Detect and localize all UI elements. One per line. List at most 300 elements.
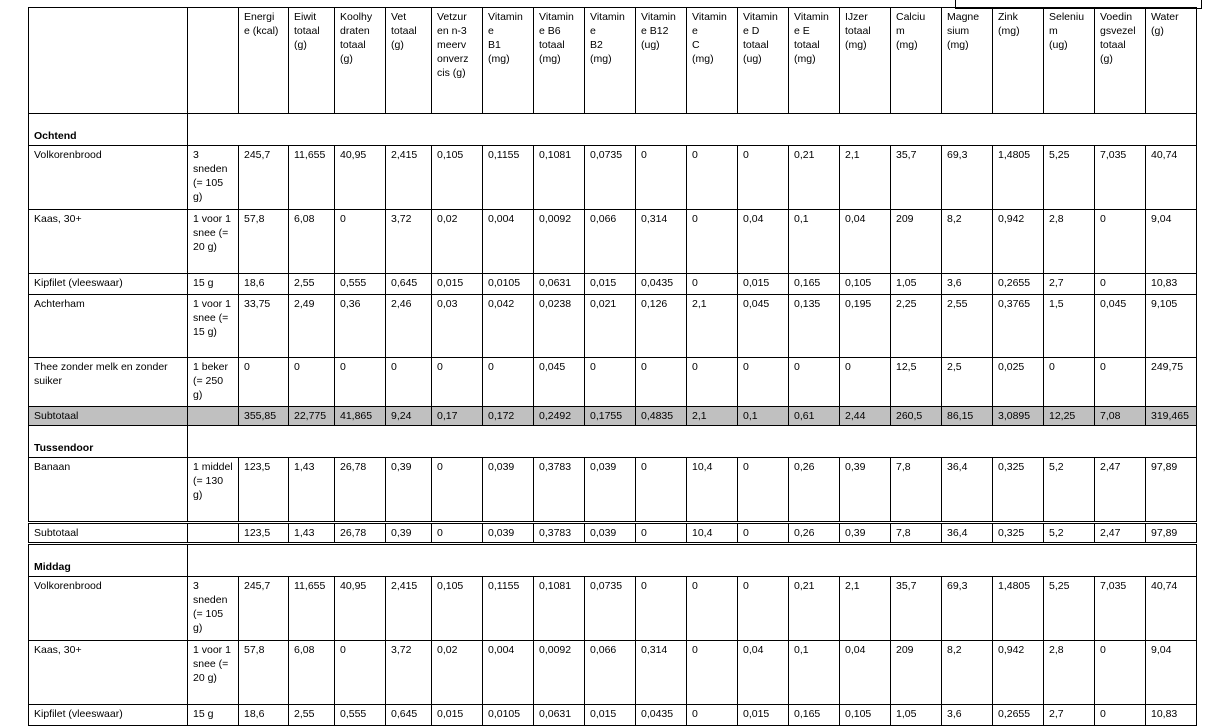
nutrient-value: 0,0105 <box>483 705 534 726</box>
nutrient-value: 7,8 <box>891 458 942 523</box>
food-row <box>29 274 1197 295</box>
column-header-line: e <box>488 25 494 37</box>
nutrient-value: 97,89 <box>1146 458 1197 523</box>
subtotal-value: 0,039 <box>483 523 534 544</box>
nutrient-value: 12,5 <box>891 358 942 407</box>
nutrient-value: 8,2 <box>942 641 993 705</box>
column-header <box>993 8 1044 114</box>
subtotal-value: 12,25 <box>1044 407 1095 426</box>
column-header <box>789 8 840 114</box>
nutrient-value: 0,039 <box>483 458 534 523</box>
nutrient-value: 0,066 <box>585 641 636 705</box>
food-portion: 1 voor 1 snee (= 20 g) <box>188 641 239 705</box>
food-row <box>29 641 1197 705</box>
food-name: Banaan <box>29 458 188 523</box>
nutrient-value: 0 <box>1095 641 1146 705</box>
nutrient-value: 0,0238 <box>534 295 585 358</box>
subtotal-label: Subtotaal <box>29 407 188 426</box>
subtotal-value: 2,47 <box>1095 523 1146 544</box>
section-title: Middag <box>29 544 188 577</box>
nutrient-value: 18,6 <box>239 705 289 726</box>
subtotal-value: 9,24 <box>386 407 432 426</box>
nutrient-value: 0,015 <box>432 705 483 726</box>
nutrient-value: 2,47 <box>1095 458 1146 523</box>
nutrient-value: 0,26 <box>789 458 840 523</box>
nutrient-value: 2,7 <box>1044 705 1095 726</box>
nutrient-value: 0,942 <box>993 641 1044 705</box>
nutrient-value: 0 <box>636 358 687 407</box>
nutrient-value: 0 <box>687 210 738 274</box>
column-header-line: e D <box>743 25 760 37</box>
subtotal-value: 0,325 <box>993 523 1044 544</box>
food-row <box>29 705 1197 726</box>
subtotal-value: 0,1 <box>738 407 789 426</box>
section-row <box>29 426 1197 458</box>
nutrient-value: 9,105 <box>1146 295 1197 358</box>
nutrient-value: 0 <box>1095 274 1146 295</box>
nutrient-value: 209 <box>891 210 942 274</box>
subtotal-value: 0 <box>738 523 789 544</box>
food-row <box>29 577 1197 641</box>
column-header-line: m <box>896 25 905 37</box>
nutrient-value: 0 <box>1044 358 1095 407</box>
column-header-line: e E <box>794 25 810 37</box>
column-header <box>687 8 738 114</box>
column-header-line: Zink <box>998 11 1018 23</box>
column-header-line: totaal <box>1100 39 1126 51</box>
section-row <box>29 544 1197 577</box>
nutrient-value: 40,95 <box>335 146 386 210</box>
nutrient-value: 0,645 <box>386 274 432 295</box>
nutrient-value: 6,08 <box>289 210 335 274</box>
nutrient-value: 0,045 <box>1095 295 1146 358</box>
subtotal-value: 2,44 <box>840 407 891 426</box>
column-header-line: Eiwit <box>294 11 317 23</box>
nutrient-value: 0,0092 <box>534 210 585 274</box>
nutrient-value: 9,04 <box>1146 210 1197 274</box>
column-header-line: Vitamin <box>539 11 574 23</box>
nutrient-value: 0 <box>738 146 789 210</box>
nutrient-value: 0,04 <box>738 641 789 705</box>
nutrient-value: 35,7 <box>891 146 942 210</box>
column-header-line: B1 <box>488 39 501 51</box>
nutrient-value: 3,72 <box>386 210 432 274</box>
nutrient-value: 35,7 <box>891 577 942 641</box>
nutrient-value: 0 <box>789 358 840 407</box>
subtotal-row <box>29 407 1197 426</box>
nutrient-value: 0 <box>335 358 386 407</box>
nutrient-value: 0,105 <box>840 705 891 726</box>
nutrient-value: 249,75 <box>1146 358 1197 407</box>
nutrient-value: 2,8 <box>1044 641 1095 705</box>
subtotal-value: 319,465 <box>1146 407 1197 426</box>
column-header-line: (mg) <box>590 53 612 65</box>
column-header-line: en n-3 <box>437 25 467 37</box>
column-header <box>1044 8 1095 114</box>
food-name: Kaas, 30+ <box>29 210 188 274</box>
nutrient-value: 0 <box>687 358 738 407</box>
nutrient-value: 245,7 <box>239 146 289 210</box>
nutrient-value: 0 <box>1095 210 1146 274</box>
column-header-line: e (kcal) <box>244 25 279 37</box>
column-header <box>289 8 335 114</box>
nutrient-value: 0 <box>585 358 636 407</box>
nutrient-value: 2,1 <box>840 146 891 210</box>
column-header-line: (ug) <box>1049 39 1068 51</box>
nutrient-value: 0,165 <box>789 705 840 726</box>
subtotal-value: 1,43 <box>289 523 335 544</box>
column-header-line: totaal <box>794 39 820 51</box>
nutrient-value: 0,0105 <box>483 274 534 295</box>
nutrient-value: 26,78 <box>335 458 386 523</box>
column-header <box>335 8 386 114</box>
column-header-line: Vitamin <box>794 11 829 23</box>
column-header <box>534 8 585 114</box>
nutrient-value: 40,74 <box>1146 577 1197 641</box>
nutrient-value: 0,042 <box>483 295 534 358</box>
food-name: Kipfilet (vleeswaar) <box>29 705 188 726</box>
nutrient-value: 3,6 <box>942 274 993 295</box>
column-header-line: Vitamin <box>743 11 778 23</box>
nutrient-value: 18,6 <box>239 274 289 295</box>
nutrient-value: 0,03 <box>432 295 483 358</box>
nutrient-value: 2,55 <box>942 295 993 358</box>
column-header-line: C <box>692 39 700 51</box>
nutrient-value: 1,43 <box>289 458 335 523</box>
nutrient-value: 1,4805 <box>993 577 1044 641</box>
nutrient-value: 0,1155 <box>483 146 534 210</box>
header-food-cell <box>29 8 188 114</box>
subtotal-value: 5,2 <box>1044 523 1095 544</box>
column-header-line: Calciu <box>896 11 926 23</box>
food-row <box>29 210 1197 274</box>
nutrient-value: 0,21 <box>789 577 840 641</box>
column-header <box>840 8 891 114</box>
column-header-line: Vetzur <box>437 11 467 23</box>
column-header-line: totaal <box>340 39 366 51</box>
column-header-line: totaal <box>743 39 769 51</box>
food-portion: 1 beker (= 250 g) <box>188 358 239 407</box>
nutrient-value: 8,2 <box>942 210 993 274</box>
nutrient-value: 0,1081 <box>534 146 585 210</box>
column-header-line: (mg) <box>845 39 867 51</box>
nutrient-value: 0 <box>335 641 386 705</box>
section-row <box>29 114 1197 146</box>
column-header-line: e <box>692 25 698 37</box>
column-header-line: Vitamin <box>590 11 625 23</box>
nutrient-value: 0 <box>738 358 789 407</box>
column-header-line: (mg) <box>998 25 1020 37</box>
food-row <box>29 146 1197 210</box>
subtotal-value: 36,4 <box>942 523 993 544</box>
nutrient-value: 5,25 <box>1044 146 1095 210</box>
column-header-line: totaal <box>539 39 565 51</box>
food-portion: 3 sneden (= 105 g) <box>188 146 239 210</box>
nutrient-value: 3,6 <box>942 705 993 726</box>
column-header-line: (g) <box>294 39 307 51</box>
nutrient-value: 0,126 <box>636 295 687 358</box>
nutrient-value: 1,4805 <box>993 146 1044 210</box>
column-header-line: Koolhy <box>340 11 373 23</box>
nutrient-value: 0,0092 <box>534 641 585 705</box>
column-header-line: e B12 <box>641 25 669 37</box>
nutrient-value: 2,55 <box>289 274 335 295</box>
header-row <box>29 8 1197 114</box>
nutrient-value: 2,8 <box>1044 210 1095 274</box>
column-header-line: Magne <box>947 11 980 23</box>
subtotal-value: 123,5 <box>239 523 289 544</box>
column-header-line: (ug) <box>641 39 660 51</box>
column-header <box>1095 8 1146 114</box>
nutrient-value: 0 <box>432 358 483 407</box>
nutrient-value: 6,08 <box>289 641 335 705</box>
column-header <box>738 8 789 114</box>
column-header-line: Vet <box>391 11 407 23</box>
subtotal-value: 22,775 <box>289 407 335 426</box>
column-header-line: Vitamin <box>692 11 727 23</box>
nutrient-value: 0,045 <box>738 295 789 358</box>
nutrient-value: 0,942 <box>993 210 1044 274</box>
nutrient-value: 69,3 <box>942 146 993 210</box>
nutrient-value: 245,7 <box>239 577 289 641</box>
nutrient-value: 11,655 <box>289 577 335 641</box>
column-header-line: Vitamin <box>488 11 523 23</box>
column-header-line: Voedin <box>1100 11 1133 23</box>
nutrient-value: 0,039 <box>585 458 636 523</box>
nutrient-value: 0,195 <box>840 295 891 358</box>
subtotal-value: 0,17 <box>432 407 483 426</box>
food-portion: 1 voor 1 snee (= 20 g) <box>188 210 239 274</box>
nutrient-value: 3,72 <box>386 641 432 705</box>
nutrient-value: 1,5 <box>1044 295 1095 358</box>
subtotal-value: 0,1755 <box>585 407 636 426</box>
column-header-line: Water <box>1151 11 1179 23</box>
nutrient-value: 0 <box>335 210 386 274</box>
food-portion: 3 sneden (= 105 g) <box>188 577 239 641</box>
nutrient-value: 2,46 <box>386 295 432 358</box>
nutrient-value: 0,39 <box>840 458 891 523</box>
food-row <box>29 358 1197 407</box>
nutrient-value: 9,04 <box>1146 641 1197 705</box>
nutrient-value: 69,3 <box>942 577 993 641</box>
nutrient-value: 0,36 <box>335 295 386 358</box>
nutrient-value: 0,0735 <box>585 146 636 210</box>
table-body <box>29 8 1197 726</box>
subtotal-value: 0,172 <box>483 407 534 426</box>
nutrient-value: 0,135 <box>789 295 840 358</box>
food-row <box>29 458 1197 523</box>
nutrient-value: 0,645 <box>386 705 432 726</box>
subtotal-value: 0 <box>636 523 687 544</box>
nutrient-value: 57,8 <box>239 641 289 705</box>
column-header <box>483 8 534 114</box>
nutrient-value: 0,21 <box>789 146 840 210</box>
nutrient-value: 2,1 <box>687 295 738 358</box>
column-header <box>891 8 942 114</box>
nutrient-value: 7,035 <box>1095 146 1146 210</box>
nutrient-value: 0,2655 <box>993 274 1044 295</box>
column-header-line: Vitamin <box>641 11 676 23</box>
nutrient-value: 0,015 <box>738 274 789 295</box>
nutrient-value: 0 <box>687 274 738 295</box>
food-name: Thee zonder melk en zonder suiker <box>29 358 188 407</box>
nutrient-value: 0,02 <box>432 641 483 705</box>
nutrient-value: 0 <box>687 641 738 705</box>
nutrient-value: 0,325 <box>993 458 1044 523</box>
nutrient-value: 1,05 <box>891 705 942 726</box>
nutrient-value: 0,105 <box>432 146 483 210</box>
nutrient-value: 5,2 <box>1044 458 1095 523</box>
subtotal-value: 0,2492 <box>534 407 585 426</box>
column-header-line: e <box>590 25 596 37</box>
nutrient-value: 0,3783 <box>534 458 585 523</box>
nutrient-value: 123,5 <box>239 458 289 523</box>
nutrient-value: 0 <box>840 358 891 407</box>
nutrient-value: 2,49 <box>289 295 335 358</box>
subtotal-portion <box>188 523 239 544</box>
nutrient-value: 1,05 <box>891 274 942 295</box>
column-header-line: (ug) <box>743 53 762 65</box>
nutrient-value: 0,021 <box>585 295 636 358</box>
section-title: Tussendoor <box>29 426 188 458</box>
nutrient-value: 57,8 <box>239 210 289 274</box>
nutrient-value: 0 <box>636 577 687 641</box>
column-header-line: (mg) <box>947 39 969 51</box>
section-title: Ochtend <box>29 114 188 146</box>
column-header-line: (mg) <box>539 53 561 65</box>
subtotal-value: 97,89 <box>1146 523 1197 544</box>
header-portion-cell <box>188 8 239 114</box>
subtotal-value: 0,26 <box>789 523 840 544</box>
column-header-line: (mg) <box>794 53 816 65</box>
food-name: Achterham <box>29 295 188 358</box>
nutrient-value: 10,83 <box>1146 274 1197 295</box>
column-header-line: sium <box>947 25 970 37</box>
nutrient-value: 2,415 <box>386 146 432 210</box>
nutrient-value: 0 <box>432 458 483 523</box>
nutrient-value: 10,83 <box>1146 705 1197 726</box>
nutrient-value: 0,004 <box>483 641 534 705</box>
nutrient-value: 2,55 <box>289 705 335 726</box>
nutrient-value: 0 <box>386 358 432 407</box>
food-portion: 15 g <box>188 705 239 726</box>
subtotal-value: 0,39 <box>840 523 891 544</box>
nutrient-value: 5,25 <box>1044 577 1095 641</box>
nutrient-value: 0 <box>636 146 687 210</box>
nutrient-value: 2,415 <box>386 577 432 641</box>
nutrient-value: 0 <box>636 458 687 523</box>
column-header-line: B2 <box>590 39 603 51</box>
nutrient-value: 0,015 <box>585 705 636 726</box>
nutrient-value: 11,655 <box>289 146 335 210</box>
food-portion: 15 g <box>188 274 239 295</box>
nutrient-value: 0,0631 <box>534 274 585 295</box>
food-portion: 1 middel (= 130 g) <box>188 458 239 523</box>
nutrient-value: 0,015 <box>585 274 636 295</box>
nutrient-value: 0,025 <box>993 358 1044 407</box>
nutrient-value: 0,1 <box>789 641 840 705</box>
subtotal-value: 0,39 <box>386 523 432 544</box>
nutrition-table <box>28 7 1197 726</box>
nutrient-value: 0,1081 <box>534 577 585 641</box>
column-header-line: Energi <box>244 11 275 23</box>
column-header-line: Seleniu <box>1049 11 1085 23</box>
subtotal-value: 3,0895 <box>993 407 1044 426</box>
nutrient-value: 0,39 <box>386 458 432 523</box>
nutrient-value: 0,1 <box>789 210 840 274</box>
column-header-line: (mg) <box>488 53 510 65</box>
column-header-line: totaal <box>294 25 320 37</box>
nutrient-value: 7,035 <box>1095 577 1146 641</box>
nutrient-value: 10,4 <box>687 458 738 523</box>
nutrient-value: 2,7 <box>1044 274 1095 295</box>
nutrient-value: 0,066 <box>585 210 636 274</box>
nutrient-value: 0,105 <box>432 577 483 641</box>
nutrient-value: 0 <box>1095 358 1146 407</box>
subtotal-value: 0,039 <box>585 523 636 544</box>
food-name: Volkorenbrood <box>29 577 188 641</box>
nutrient-value: 0,02 <box>432 210 483 274</box>
nutrient-value: 0,0735 <box>585 577 636 641</box>
nutrient-value: 0,04 <box>840 210 891 274</box>
subtotal-value: 0,4835 <box>636 407 687 426</box>
nutrient-value: 0,1155 <box>483 577 534 641</box>
subtotal-label: Subtotaal <box>29 523 188 544</box>
subtotal-value: 10,4 <box>687 523 738 544</box>
nutrient-value: 0,314 <box>636 210 687 274</box>
nutrient-value: 0,314 <box>636 641 687 705</box>
nutrient-value: 2,25 <box>891 295 942 358</box>
subtotal-value: 2,1 <box>687 407 738 426</box>
column-header-line: m <box>1049 25 1058 37</box>
nutrient-value: 209 <box>891 641 942 705</box>
nutrient-value: 0,2655 <box>993 705 1044 726</box>
section-fill <box>188 544 1197 577</box>
food-row <box>29 295 1197 358</box>
column-header-line: totaal <box>845 25 871 37</box>
column-header <box>239 8 289 114</box>
food-name: Volkorenbrood <box>29 146 188 210</box>
column-header-line: gsvezel <box>1100 25 1136 37</box>
nutrient-value: 0,015 <box>738 705 789 726</box>
column-header-line: (mg) <box>692 53 714 65</box>
nutrient-value: 0,0435 <box>636 705 687 726</box>
nutrient-value: 0,04 <box>840 641 891 705</box>
subtotal-value: 7,08 <box>1095 407 1146 426</box>
nutrient-value: 0 <box>687 577 738 641</box>
nutrient-value: 0,555 <box>335 705 386 726</box>
nutrient-value: 0 <box>687 705 738 726</box>
nutrient-value: 0 <box>738 458 789 523</box>
column-header-line: onverz <box>437 53 469 65</box>
nutrient-value: 0 <box>687 146 738 210</box>
section-fill <box>188 426 1197 458</box>
nutrient-value: 2,1 <box>840 577 891 641</box>
nutrient-value: 2,5 <box>942 358 993 407</box>
nutrient-value: 0,165 <box>789 274 840 295</box>
column-header-line: (g) <box>1151 25 1164 37</box>
nutrient-value: 0,015 <box>432 274 483 295</box>
column-header <box>386 8 432 114</box>
column-header-line: IJzer <box>845 11 868 23</box>
nutrient-value: 0,105 <box>840 274 891 295</box>
column-header <box>636 8 687 114</box>
nutrient-value: 40,74 <box>1146 146 1197 210</box>
column-header-line: e B6 <box>539 25 561 37</box>
food-name: Kaas, 30+ <box>29 641 188 705</box>
nutrient-value: 0,045 <box>534 358 585 407</box>
nutrient-value: 0 <box>738 577 789 641</box>
